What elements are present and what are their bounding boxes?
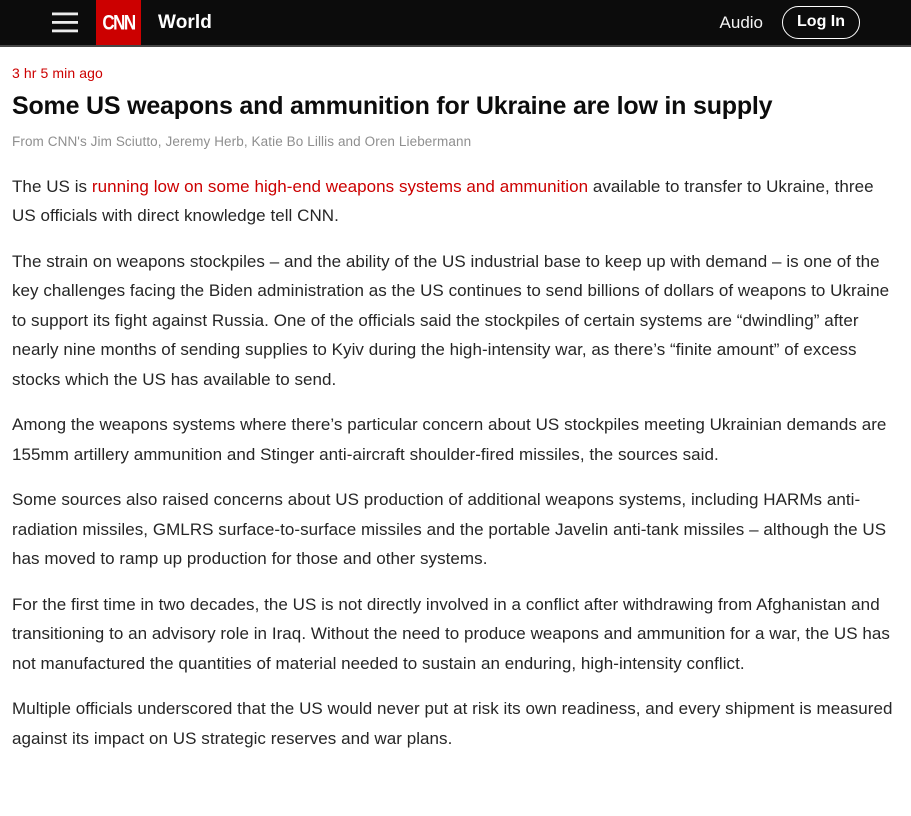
section-link-world[interactable]: World [158,11,212,33]
article-paragraph: Multiple officials underscored that the US would never put at risk its own readiness, and every shipment is measured against its impact on US strategic reserves and war plans. [12,699,893,748]
audio-link[interactable]: Audio [719,12,764,32]
article-body [12,172,899,754]
article-paragraph: Some sources also raised concerns about US production of additional weapons systems, including HARMs anti-radiation missiles, GMLRS surface-to-surface missiles and the portable Javelin anti-tank missiles – although the US has moved to ramp up production for those and other systems. [12,490,887,569]
hamburger-icon [52,12,78,33]
cnn-logo[interactable] [96,0,141,45]
login-button[interactable]: Log In [782,6,860,39]
article-headline: Some US weapons and ammunition for Ukraine are low in supply [12,92,773,120]
article-timestamp: 3 hr 5 min ago [12,65,103,81]
article [0,65,911,753]
article-byline: From CNN's Jim Sciutto, Jeremy Herb, Katie Bo Lillis and Oren Liebermann [12,133,472,149]
article-paragraph: For the first time in two decades, the US is not directly involved in a conflict after withdrawing from Afghanistan and transitioning to an advisory role in Iraq. Without the need to produce weapons and ammunition for a war, the US has not manufactured the quantities of material needed to sustain an enduring, high-intensity conflict. [12,594,890,673]
paragraph-text: The US is [12,176,92,196]
article-paragraph-lead [12,172,899,231]
article-paragraph: Among the weapons systems where there’s particular concern about US stockpiles meeting Ukrainian demands are 155mm artillery ammunition and Stinger anti-aircraft shoulder-fired missiles, the sources said. [12,415,887,464]
inline-article-link[interactable]: running low on some high-end weapons systems and ammunition [91,176,589,196]
menu-button[interactable] [52,12,78,33]
top-nav [0,0,911,47]
article-paragraph: The strain on weapons stockpiles – and the ability of the US industrial base to keep up with demand – is one of the key challenges facing the Biden administration as the US continues to send billions of dollars of weapons to Ukraine to support its fight against Russia. One of the officials said the stockpiles of certain systems are “dwindling” after nearly nine months of sending supplies to Kyiv during the high-intensity war, as there’s “finite amount” of excess stocks which the US has available to send. [12,251,890,389]
cnn-logo-text: CNN [102,10,135,34]
paragraph-text: available to transfer to Ukraine, three US officials with direct knowledge tell CNN. [12,176,874,226]
